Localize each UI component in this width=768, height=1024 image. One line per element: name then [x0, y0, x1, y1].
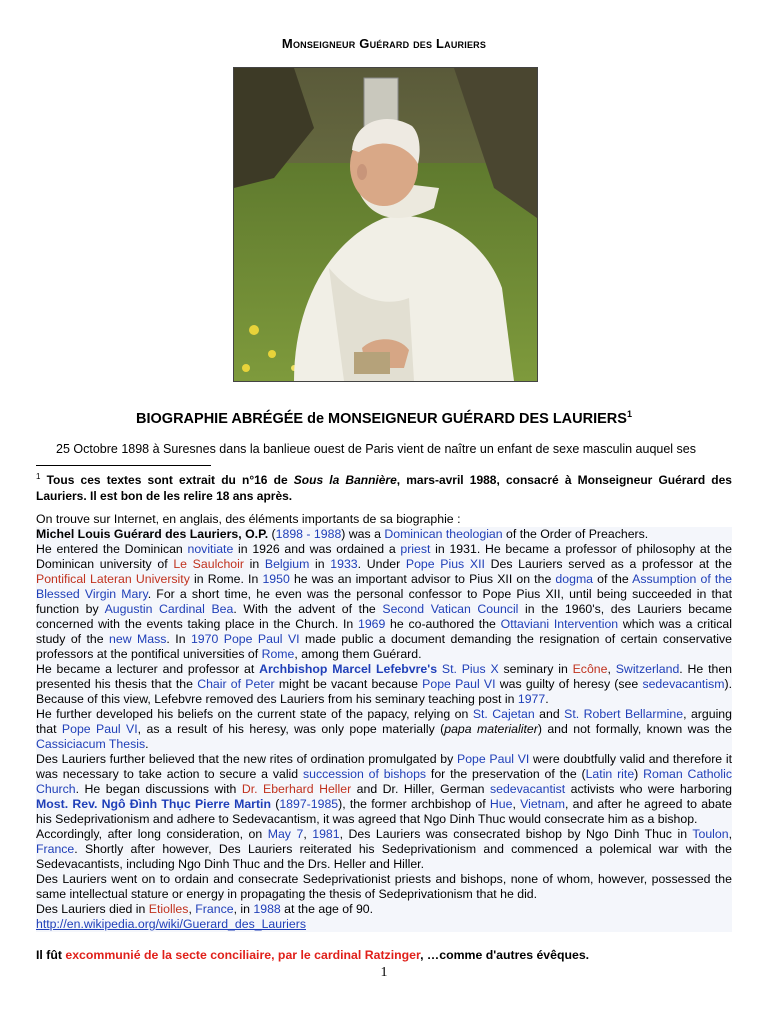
text: . Shortly after however, Des Lauriers reiterated his Sedeprivationism and commenced a polemical war with the Sedevacantists, including Ngo Dinh Thuc and the Drs. Heller and Hiller.: [36, 842, 732, 871]
pope-paul-vi-link[interactable]: Pope Paul VI: [457, 752, 530, 766]
bellarmine-link[interactable]: St. Robert Bellarmine: [564, 707, 684, 721]
text: . Under: [357, 557, 406, 571]
text: , arguing that: [36, 707, 732, 736]
subject-name: Michel Louis Guérard des Lauriers, O.P.: [36, 527, 269, 541]
ngo-dinh-thuc-link[interactable]: Most. Rev. Ngô Đình Thục Pierre Martin: [36, 797, 271, 811]
text: activists who were harboring: [565, 782, 732, 796]
dogma-link[interactable]: dogma: [555, 572, 594, 586]
title-text: BIOGRAPHIE ABRÉGÉE de MONSEIGNEUR GUÉRARD DES LAURIERS: [136, 410, 627, 427]
priest-link[interactable]: priest: [400, 542, 431, 556]
le-saulchoir-link[interactable]: Le Saulchoir: [173, 557, 244, 571]
text: were doubtfully valid and therefore it was necessary to take action to secure a valid: [36, 752, 732, 781]
text: He became a lecturer and professor at: [36, 662, 260, 676]
text: Il fût: [36, 948, 66, 962]
cardinal-bea-link[interactable]: Augustin Cardinal Bea: [104, 602, 234, 616]
document-title: [0, 409, 768, 427]
text: . He began discussions with: [75, 782, 242, 796]
paragraph-1: [36, 527, 732, 542]
year-1970-link[interactable]: 1970: [190, 632, 219, 646]
novitiate-link[interactable]: novitiate: [187, 542, 234, 556]
year-1988-link[interactable]: 1988: [253, 902, 281, 916]
cassiciacum-thesis-link[interactable]: Cassiciacum Thesis: [36, 737, 146, 751]
hue-link[interactable]: Hue: [489, 797, 513, 811]
pope-paul-vi-link[interactable]: Pope Paul VI: [422, 677, 496, 691]
text: ) and not formally, known was the: [537, 722, 732, 736]
closing-red-text: excommunié de la secte conciliaire, par le cardinal Ratzinger: [65, 948, 421, 962]
text: in 1931. He became a professor of philosophy at the Dominican university of: [36, 542, 732, 571]
roman-catholic-church-link[interactable]: Roman Catholic Church: [36, 767, 732, 796]
st-cajetan-link[interactable]: St. Cajetan: [472, 707, 535, 721]
year-1977-link[interactable]: 1977: [517, 692, 546, 706]
text: Accordingly, after long consideration, on: [36, 827, 268, 841]
sedevacantist-link[interactable]: sedevacantist: [489, 782, 566, 796]
text: at the age of 90.: [280, 902, 374, 916]
text: . With the advent of the: [233, 602, 383, 616]
text: ,: [607, 662, 616, 676]
text: Des Lauriers died in: [36, 902, 149, 916]
text: which was a critical study of the: [36, 617, 732, 646]
text: might be vacant because: [274, 677, 423, 691]
vietnam-link[interactable]: Vietnam: [520, 797, 565, 811]
etiolles-link[interactable]: Etiolles: [148, 902, 189, 916]
text: in Rome. In: [189, 572, 263, 586]
succession-link[interactable]: succession of bishops: [302, 767, 427, 781]
paragraph-2: [36, 542, 732, 662]
text: of the: [593, 572, 633, 586]
new-mass-link[interactable]: new Mass: [109, 632, 167, 646]
text: ) was a: [341, 527, 385, 541]
text: (: [270, 797, 280, 811]
assumption-link[interactable]: Assumption of the Blessed Virgin Mary: [36, 572, 732, 601]
chair-of-peter-link[interactable]: Chair of Peter: [197, 677, 275, 691]
sedevacantism-link[interactable]: sedevacantism: [642, 677, 725, 691]
text: ). Because of this view, Lefebvre removed des Lauriers from his seminary teaching post in: [36, 677, 732, 706]
page-number: 1: [380, 965, 388, 980]
text: in: [243, 557, 265, 571]
text: He further developed his beliefs on the current state of the papacy, relying on: [36, 707, 473, 721]
text: ): [634, 767, 644, 781]
latin-phrase: papa materialiter: [444, 722, 538, 736]
closing-sentence: [36, 948, 732, 962]
text: Des Lauriers served as a professor at the: [484, 557, 732, 571]
wikipedia-excerpt: [36, 527, 732, 932]
source-url-line: [36, 917, 732, 932]
text: , and after he agreed to abate his Sedeprivationism and adhere to Sedevacantism, it was agreed that Ngo Dinh Thuc would consecrate him as a bishop.: [36, 797, 732, 826]
year-1933-link[interactable]: 1933: [330, 557, 358, 571]
text: . In: [166, 632, 191, 646]
years-link[interactable]: 1898 - 1988: [275, 527, 342, 541]
france-link[interactable]: France: [195, 902, 234, 916]
paragraph-8: [36, 902, 732, 917]
text: . He then presented his thesis that the: [36, 662, 733, 691]
paragraph-3: [36, 662, 732, 707]
portrait-photo: [233, 67, 538, 382]
footnote-text-a: Tous ces textes sont extrait du n°16 de: [40, 473, 294, 487]
text: in: [309, 557, 331, 571]
vatican-council-link[interactable]: Second Vatican Council: [382, 602, 519, 616]
text: , among them Guérard.: [294, 647, 422, 661]
footnote: [36, 469, 732, 504]
footnote-number: 1: [36, 472, 41, 481]
footnote-italic: Sous la Bannière: [293, 473, 397, 487]
paragraph-7: Des Lauriers went on to ordain and consecrate Sedeprivationist priests and bishops, none of whom, however, possessed the same intellectual stature or energy in propagating the thesis of Sedeprivationism that he did.: [36, 872, 732, 901]
text: , in: [233, 902, 254, 916]
footnote-text-b: , mars-avril 1988, consacré à Monseigneur Guérard des Lauriers. Il est bon de les relire 18 ans après.: [36, 473, 732, 503]
biography-body: [36, 512, 732, 932]
ottaviani-link[interactable]: Ottaviani Intervention: [500, 617, 619, 631]
may-7-link[interactable]: May 7: [267, 827, 304, 841]
footnote-marker: 1: [626, 409, 632, 419]
paragraph-6: [36, 827, 732, 872]
text: .: [145, 737, 149, 751]
text: for the preservation of the (: [426, 767, 586, 781]
text: He entered the Dominican: [36, 542, 188, 556]
lefebvre-link[interactable]: Archbishop Marcel Lefebvre's: [259, 662, 438, 676]
footnote-separator: [36, 465, 211, 466]
lateran-university-link[interactable]: Pontifical Lateran University: [36, 572, 190, 586]
switzerland-link[interactable]: Switzerland: [615, 662, 680, 676]
latin-rite-link[interactable]: Latin rite: [585, 767, 635, 781]
econe-link[interactable]: Ecône: [572, 662, 608, 676]
text: , Des Lauriers was consecrated bishop by Ngo Dinh Thuc in: [339, 827, 693, 841]
text: Des Lauriers further believed that the new rites of ordination promulgated by: [36, 752, 457, 766]
text: .: [545, 692, 549, 706]
text: and: [534, 707, 565, 721]
text: in 1926 and was ordained a: [233, 542, 401, 556]
st-pius-x-link[interactable]: St. Pius X: [441, 662, 499, 676]
year-1950-link[interactable]: 1950: [262, 572, 290, 586]
pope-paul-vi-link[interactable]: Pope Paul VI: [223, 632, 300, 646]
pope-paul-vi-link[interactable]: Pope Paul VI: [61, 722, 138, 736]
text: ,: [188, 902, 196, 916]
france-link[interactable]: France: [36, 842, 75, 856]
rome-link[interactable]: Rome: [261, 647, 295, 661]
text: ,: [512, 797, 521, 811]
text: , as a result of his heresy, was only pope materially (: [137, 722, 445, 736]
text: in the 1960's, des Lauriers became concerned with the events taking place in the Church. In: [36, 602, 733, 631]
belgium-link[interactable]: Belgium: [264, 557, 310, 571]
intro-sentence: 25 Octobre 1898 à Suresnes dans la banlieue ouest de Paris vient de naître un enfant de sexe masculin auquel ses: [56, 442, 697, 456]
text: he co-authored the: [385, 617, 501, 631]
year-1981-link[interactable]: 1981: [312, 827, 340, 841]
text: of the Order of Preachers.: [502, 527, 649, 541]
text: he was an important advisor to Pius XII on the: [289, 572, 556, 586]
text: ,: [728, 827, 732, 841]
text: seminary in: [498, 662, 573, 676]
text: , …comme d'autres évêques.: [420, 948, 590, 962]
paragraph-4: [36, 707, 732, 752]
dominican-theologian-link[interactable]: Dominican theologian: [384, 527, 503, 541]
pope-pius-xii-link[interactable]: Pope Pius XII: [405, 557, 485, 571]
text: and Dr. Hiller, German: [351, 782, 490, 796]
lead-sentence: On trouve sur Internet, en anglais, des éléments importants de sa biographie :: [36, 512, 461, 526]
text: made public a document demanding the resignation of certain conservative professors at the pontifical universities of: [36, 632, 732, 661]
paragraph-5: [36, 752, 732, 827]
running-header: Monseigneur Guérard des Lauriers: [281, 36, 487, 51]
toulon-link[interactable]: Toulon: [692, 827, 729, 841]
text: was guilty of heresy (see: [495, 677, 643, 691]
heller-link[interactable]: Dr. Eberhard Heller: [241, 782, 352, 796]
year-1969-link[interactable]: 1969: [357, 617, 386, 631]
years-thuc-link[interactable]: 1897-1985: [279, 797, 339, 811]
text: . For a short time, he even was the personal confessor to Pope Pius XII, until being succeeded in that function by: [36, 587, 732, 616]
text: (: [268, 527, 276, 541]
wikipedia-url-link[interactable]: http://en.wikipedia.org/wiki/Guerard_des_Lauriers: [36, 917, 306, 931]
text: ,: [303, 827, 313, 841]
text: ), the former archbishop of: [338, 797, 490, 811]
